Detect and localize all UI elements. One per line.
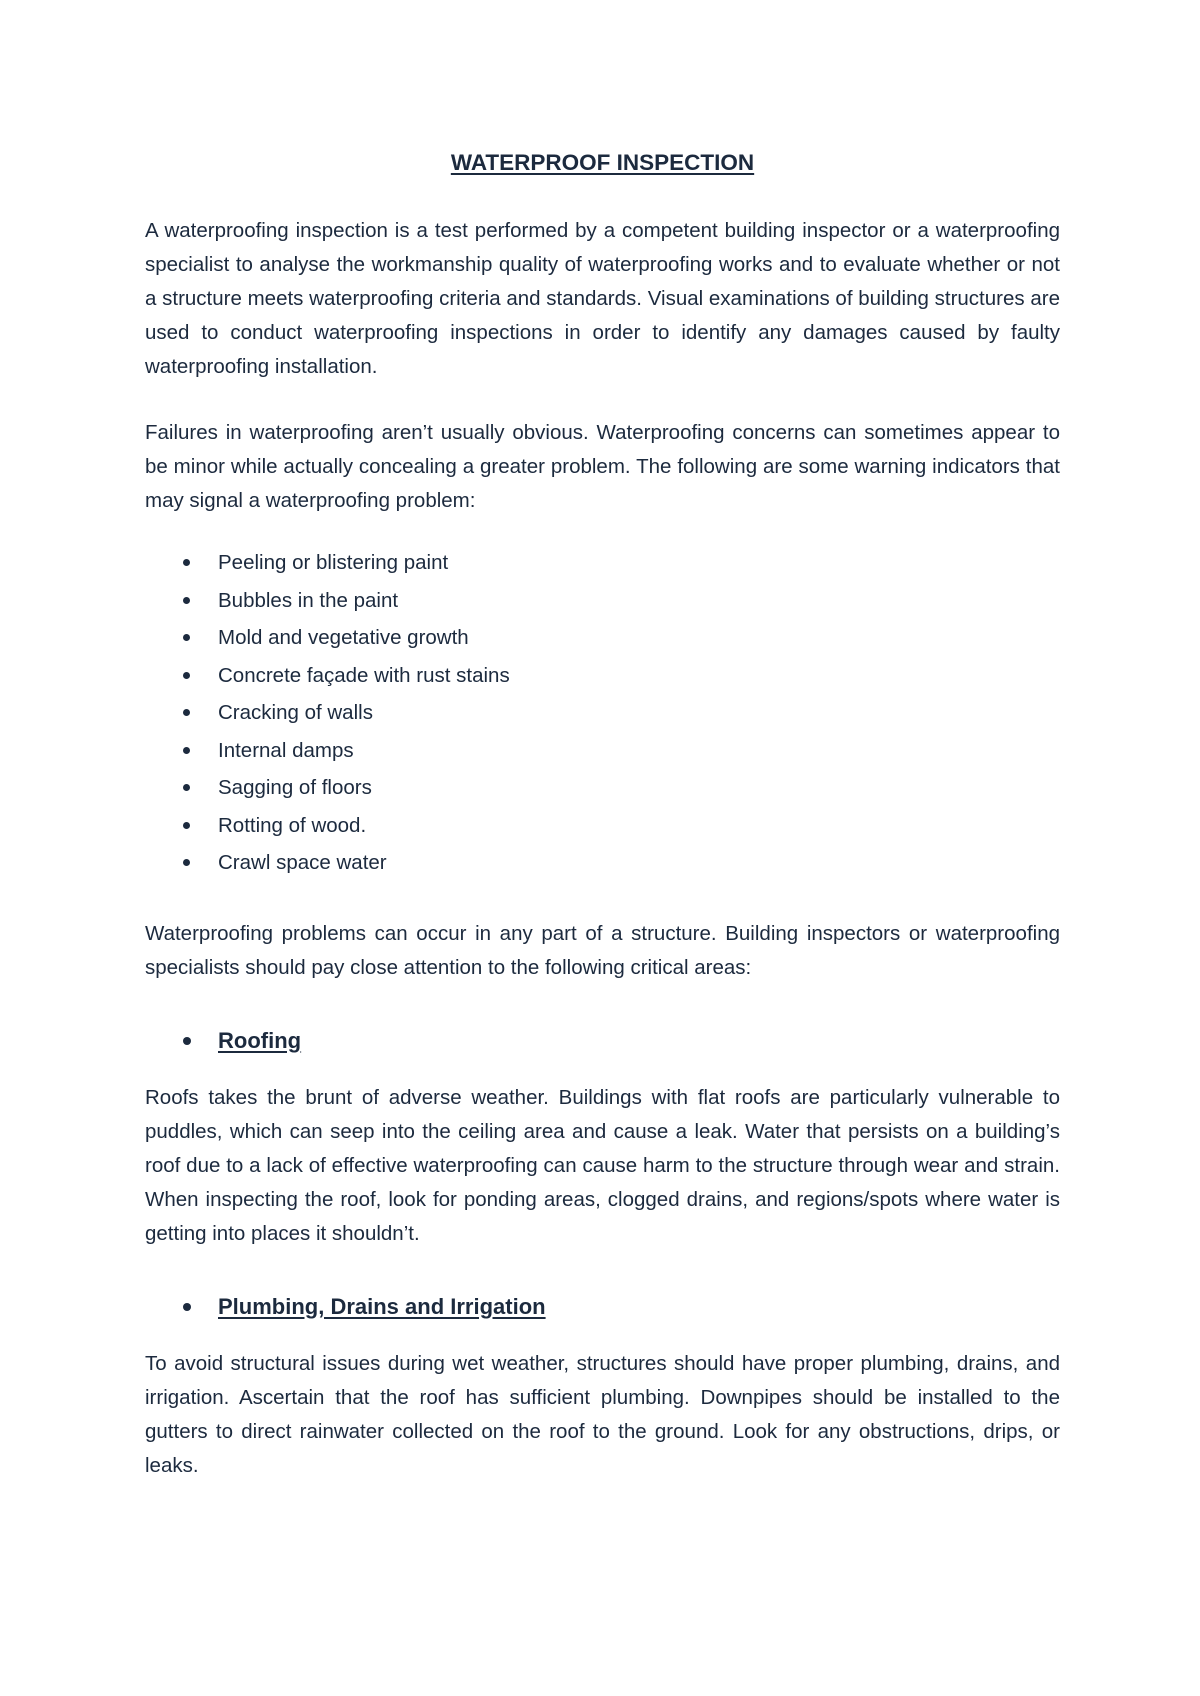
failures-paragraph: Failures in waterproofing aren’t usually obvious. Waterproofing concerns can sometimes appear to be minor while actually concealing a greater problem. The following are some warning indicators that may signal a waterproofing problem: (145, 421, 1060, 512)
bullet-icon (183, 784, 190, 791)
section-heading-text: Plumbing, Drains and Irrigation (218, 1293, 546, 1319)
bullet-icon (183, 672, 190, 679)
bullet-icon (183, 597, 190, 604)
critical-areas-paragraph: Waterproofing problems can occur in any part of a structure. Building inspectors or waterproofing specialists should pay close attention to the following critical areas: (145, 921, 1060, 979)
list-item (145, 582, 1060, 620)
bullet-icon (183, 559, 190, 566)
bullet-icon (183, 1303, 191, 1311)
list-item-text: Mold and vegetative growth (218, 626, 469, 649)
list-item-text: Sagging of floors (218, 776, 372, 799)
bullet-icon (183, 747, 190, 754)
list-item (145, 544, 1060, 582)
list-item-text: Crawl space water (218, 851, 387, 874)
list-item (145, 694, 1060, 732)
bullet-icon (183, 859, 190, 866)
warning-indicators-list (145, 544, 1060, 882)
list-item (145, 657, 1060, 695)
section-heading-plumbing (145, 1289, 1060, 1325)
bullet-icon (183, 1037, 191, 1045)
list-item-text: Rotting of wood. (218, 813, 367, 837)
list-item-text: Cracking of walls (218, 701, 373, 724)
list-item-text: Bubbles in the paint (218, 588, 399, 612)
section-body-roofing: Roofs takes the brunt of adverse weather. Buildings with flat roofs are particularly vulnerable to puddles, which can seep into the ceiling area and cause a leak. Water that persists on a building’s roof due to a lack of effective waterproofing can cause harm to the structure through wear and strain. When inspecting the roof, look for ponding areas, clogged drains, and regions/spots where water is getting into places it shouldn’t. (145, 1085, 1060, 1245)
document-title: WATERPROOF INSPECTION (450, 150, 755, 175)
intro-paragraph: A waterproofing inspection is a test performed by a competent building inspector or a waterproofing specialist to analyse the workmanship quality of waterproofing works and to evaluate whether or not a structure meets waterproofing criteria and standards. Visual examinations of building structures are used to conduct waterproofing inspections in order to identify any damages caused by faulty waterproofing installation. (145, 219, 1060, 378)
list-item (145, 769, 1060, 807)
section-heading-roofing (145, 1023, 1060, 1059)
list-item (145, 807, 1060, 845)
section-heading-text: Roofing (218, 1027, 302, 1053)
list-item-text: Internal damps (218, 738, 354, 762)
list-item (145, 732, 1060, 770)
section-body-plumbing: To avoid structural issues during wet weather, structures should have proper plumbing, drains, and irrigation. Ascertain that the roof has sufficient plumbing. Downpipes should be installed to the gutters to direct rainwater collected on the roof to the ground. Look for any obstructions, drips, or leaks. (145, 1351, 1060, 1477)
bullet-icon (183, 709, 190, 716)
list-item-text: Peeling or blistering paint (218, 551, 449, 574)
list-item (145, 619, 1060, 657)
bullet-icon (183, 822, 190, 829)
bullet-icon (183, 634, 190, 641)
list-item (145, 844, 1060, 882)
document-body (145, 148, 1060, 1515)
list-item-text: Concrete façade with rust stains (218, 663, 510, 687)
